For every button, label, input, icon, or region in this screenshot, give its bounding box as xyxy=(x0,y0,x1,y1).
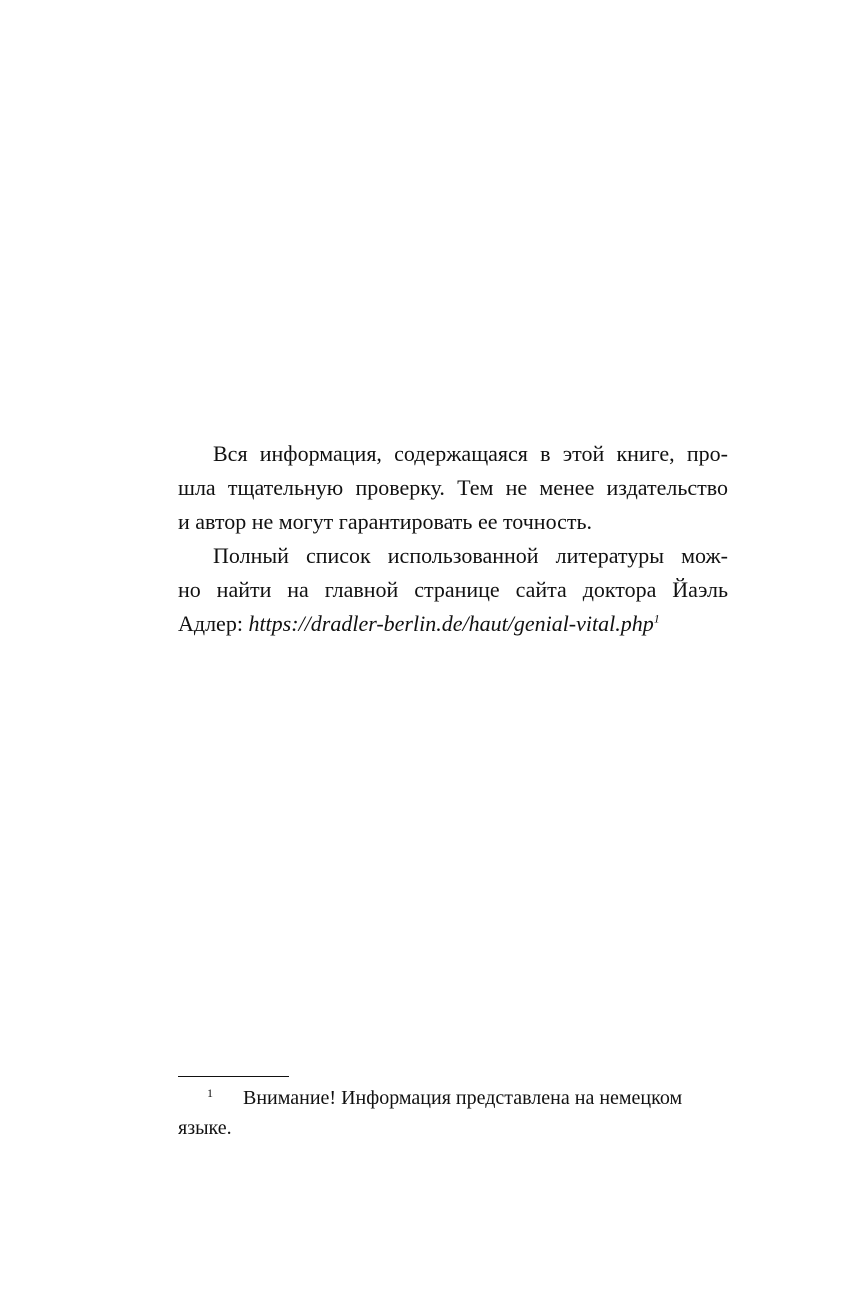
footnote-divider xyxy=(178,1076,289,1077)
paragraph-2-line-1: Полный список использованной литературы мож- xyxy=(213,543,728,568)
footnote-line-1 xyxy=(178,1083,728,1113)
footnote-reference[interactable]: 1 xyxy=(653,611,660,626)
paragraph-1-line-3: и автор не могут гарантировать ее точность. xyxy=(178,509,593,534)
website-link[interactable]: https://dradler-berlin.de/haut/genial-vital.php xyxy=(248,611,654,636)
paragraph-2-line-2: но найти на главной странице сайта доктора Йаэль xyxy=(178,577,728,602)
body-text xyxy=(178,437,728,641)
footnote-marker: 1 xyxy=(207,1086,213,1100)
paragraph-1-line-2: шла тщательную проверку. Тем не менее издательство xyxy=(178,475,728,500)
footnote xyxy=(178,1083,728,1143)
footnote-text-1: Внимание! Информация представлена на немецком xyxy=(243,1087,683,1109)
footnote-line-2: языке. xyxy=(178,1117,232,1139)
paragraph-1-line-1: Вся информация, содержащаяся в этой книге, про- xyxy=(213,441,728,466)
paragraph-2-line-3 xyxy=(178,607,728,641)
author-prefix: Адлер: xyxy=(178,611,249,636)
